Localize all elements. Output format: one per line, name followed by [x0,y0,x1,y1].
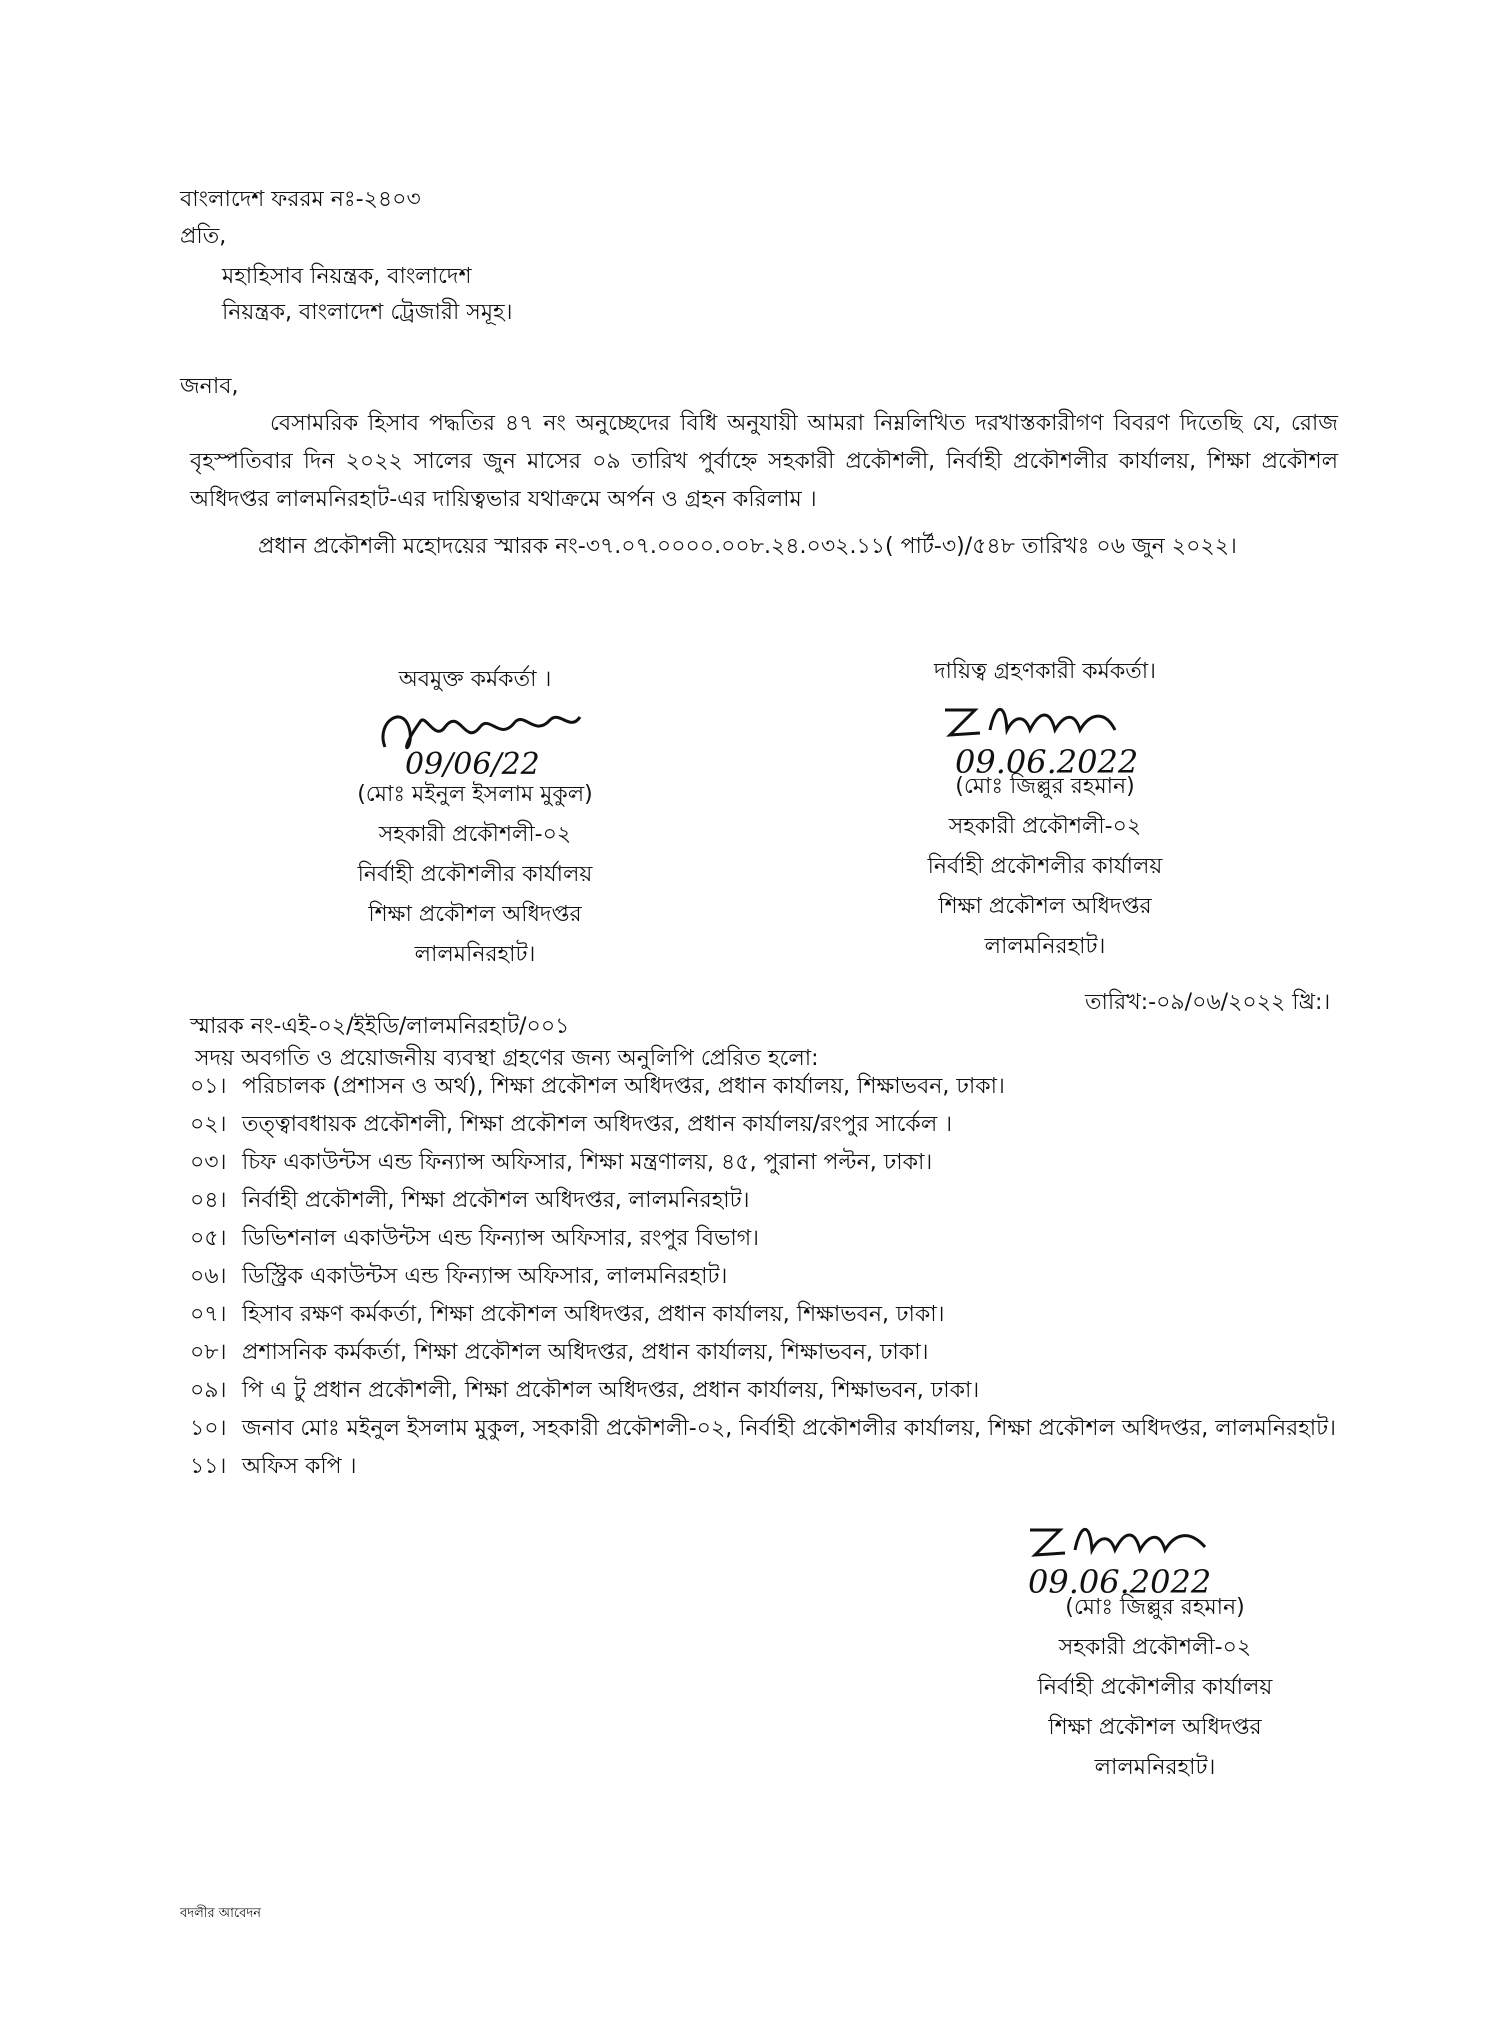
released-officer-details [310,775,640,975]
released-signature-date: 09/06/22 [405,747,540,782]
list-item [190,1182,1442,1220]
released-officer-signature [365,692,605,782]
list-item [190,1258,1442,1296]
list-item-number: ১০। [190,1416,227,1441]
list-item [190,1334,1442,1372]
footer-note: বদলীর আবেদন [180,1906,261,1921]
memo-intro: সদয় অবগতি ও প্রয়োজনীয় ব্যবস্থা গ্রহণের জন্য অনুলিপি প্রেরিত হলো: [195,1046,819,1071]
released-officer-designation: সহকারী প্রকৌশলী-০২ [378,822,572,847]
recipient-1: মহাহিসাব নিয়ন্ত্রক, বাংলাদেশ [222,264,472,289]
recipient-2: নিয়ন্ত্রক, বাংলাদেশ ট্রেজারী সমূহ। [222,300,513,325]
released-officer-name: (মোঃ মইনুল ইসলাম মুকুল) [357,782,593,807]
bottom-signatory-location: লালমনিরহাট। [1094,1755,1216,1780]
list-item-text: প্রশাসনিক কর্মকর্তা, শিক্ষা প্রকৌশল অধিদপ্তর, প্রধান কার্যালয়, শিক্ষাভবন, ঢাকা। [242,1340,929,1365]
list-item-text: পরিচালক (প্রশাসন ও অর্থ), শিক্ষা প্রকৌশল অধিদপ্তর, প্রধান কার্যালয়, শিক্ষাভবন, ঢাকা। [242,1074,1005,1099]
list-item-text: অফিস কপি । [242,1454,357,1479]
list-item-number: ১১। [190,1454,227,1479]
list-item-number: ০৯। [190,1378,227,1403]
released-officer-location: লালমনিরহাট। [414,942,536,967]
list-item [190,1448,1442,1486]
receiving-signature-date: 09.06.2022 [955,743,1139,780]
list-item [190,1410,1442,1448]
list-item-text: পি এ টু প্রধান প্রকৌশলী, শিক্ষা প্রকৌশল অধিদপ্তর, প্রধান কার্যালয়, শিক্ষাভবন, ঢাকা। [242,1378,980,1403]
list-item-number: ০৮। [190,1340,227,1365]
reference-line: প্রধান প্রকৌশলী মহোদয়ের স্মারক নং-৩৭.০৭.০০০০.০০৮.২৪.০৩২.১১( পার্ট-৩)/৫৪৮ তারিখঃ ০৬ জুন ২০২২। [258,534,1237,559]
list-item-number: ০৪। [190,1188,227,1213]
list-item [190,1296,1442,1334]
bottom-signatory-department: শিক্ষা প্রকৌশল অধিদপ্তর [1048,1715,1262,1740]
list-item-text: জনাব মোঃ মইনুল ইসলাম মুকুল, সহকারী প্রকৌশলী-০২, নির্বাহী প্রকৌশলীর কার্যালয়, শিক্ষা প্রকৌশল অধিদপ্তর, লালমনিরহাট। [242,1416,1336,1441]
receiving-officer-details [880,767,1210,967]
bottom-signature-date: 09.06.2022 [1028,1563,1212,1600]
list-item-text: ডিভিশনাল একাউন্টস এন্ড ফিন্যান্স অফিসার, রংপুর বিভাগ। [242,1226,760,1251]
receiving-officer-heading: দায়িত্ব গ্রহণকারী কর্মকর্তা। [933,659,1157,684]
salutation: জনাব, [180,374,239,399]
bottom-signature [1020,1505,1300,1600]
released-officer-heading: অবমুক্ত কর্মকর্তা । [398,667,552,692]
list-item-number: ০৩। [190,1150,227,1175]
list-item [190,1068,1442,1106]
receiving-officer-location: লালমনিরহাট। [984,934,1106,959]
list-item-text: ডিস্ট্রিক একাউন্টস এন্ড ফিন্যান্স অফিসার, লালমনিরহাট। [242,1264,728,1289]
receiving-officer-signature [935,685,1215,780]
form-number: বাংলাদেশ ফররম নঃ-২৪০৩ [180,187,421,212]
list-item-text: হিসাব রক্ষণ কর্মকর্তা, শিক্ষা প্রকৌশল অধিদপ্তর, প্রধান কার্যালয়, শিক্ষাভবন, ঢাকা। [242,1302,945,1327]
receiving-officer-designation: সহকারী প্রকৌশলী-০২ [948,814,1142,839]
bottom-signatory-name: (মোঃ জিল্লুর রহমান) [1065,1595,1245,1620]
bottom-signatory-designation: সহকারী প্রকৌশলী-০২ [1058,1635,1252,1660]
released-officer-office: নির্বাহী প্রকৌশলীর কার্যালয় [357,862,593,887]
released-officer-department: শিক্ষা প্রকৌশল অধিদপ্তর [368,902,582,927]
receiving-officer-name: (মোঃ জিল্লুর রহমান) [955,774,1135,799]
receiving-officer-department: শিক্ষা প্রকৌশল অধিদপ্তর [938,894,1152,919]
list-item [190,1220,1442,1258]
receiving-officer-office: নির্বাহী প্রকৌশলীর কার্যালয় [927,854,1163,879]
distribution-list [190,1068,1442,1486]
list-item [190,1144,1442,1182]
list-item-number: ০৫। [190,1226,227,1251]
list-item-text: চিফ একাউন্টস এন্ড ফিন্যান্স অফিসার, শিক্ষা মন্ত্রণালয়, ৪৫, পুরানা পল্টন, ঢাকা। [242,1150,933,1175]
list-item-number: ০২। [190,1112,227,1137]
list-item [190,1106,1442,1144]
list-item-text: নির্বাহী প্রকৌশলী, শিক্ষা প্রকৌশল অধিদপ্তর, লালমনিরহাট। [242,1188,750,1213]
body-paragraph: বেসামরিক হিসাব পদ্ধতির ৪৭ নং অনুচ্ছেদের বিধি অনুযায়ী আমরা নিম্নলিখিত দরখাস্তকারীগণ বিবরণ দিতেছি যে, রোজ বৃহস্পতিবার দিন ২০২২ সালের জুন মাসের ০৯ তারিখ পুর্বাহ্নে সহকারী প্রকৌশলী, নির্বাহী প্রকৌশলীর কার্যালয়, শিক্ষা প্রকৌশল অধিদপ্তর লালমনিরহাট-এর দায়িত্বভার যথাক্রমে অর্পন ও গ্রহন করিলাম । [190,411,1338,512]
bottom-signatory-details [990,1588,1320,1788]
list-item [190,1372,1442,1410]
list-item-text: তত্ত্বাবধায়ক প্রকৌশলী, শিক্ষা প্রকৌশল অধিদপ্তর, প্রধান কার্যালয়/রংপুর সার্কেল । [242,1112,953,1137]
memo-date: তারিখ:-০৯/০৬/২০২২ খ্রি:। [1085,990,1331,1015]
to-label: প্রতি, [180,224,227,249]
list-item-number: ০১। [190,1074,227,1099]
memo-number: স্মারক নং-এই-০২/ইইডি/লালমনিরহাট/০০১ [190,1014,570,1039]
list-item-number: ০৬। [190,1264,227,1289]
list-item-number: ০৭। [190,1302,227,1327]
bottom-signatory-office: নির্বাহী প্রকৌশলীর কার্যালয় [1037,1675,1273,1700]
